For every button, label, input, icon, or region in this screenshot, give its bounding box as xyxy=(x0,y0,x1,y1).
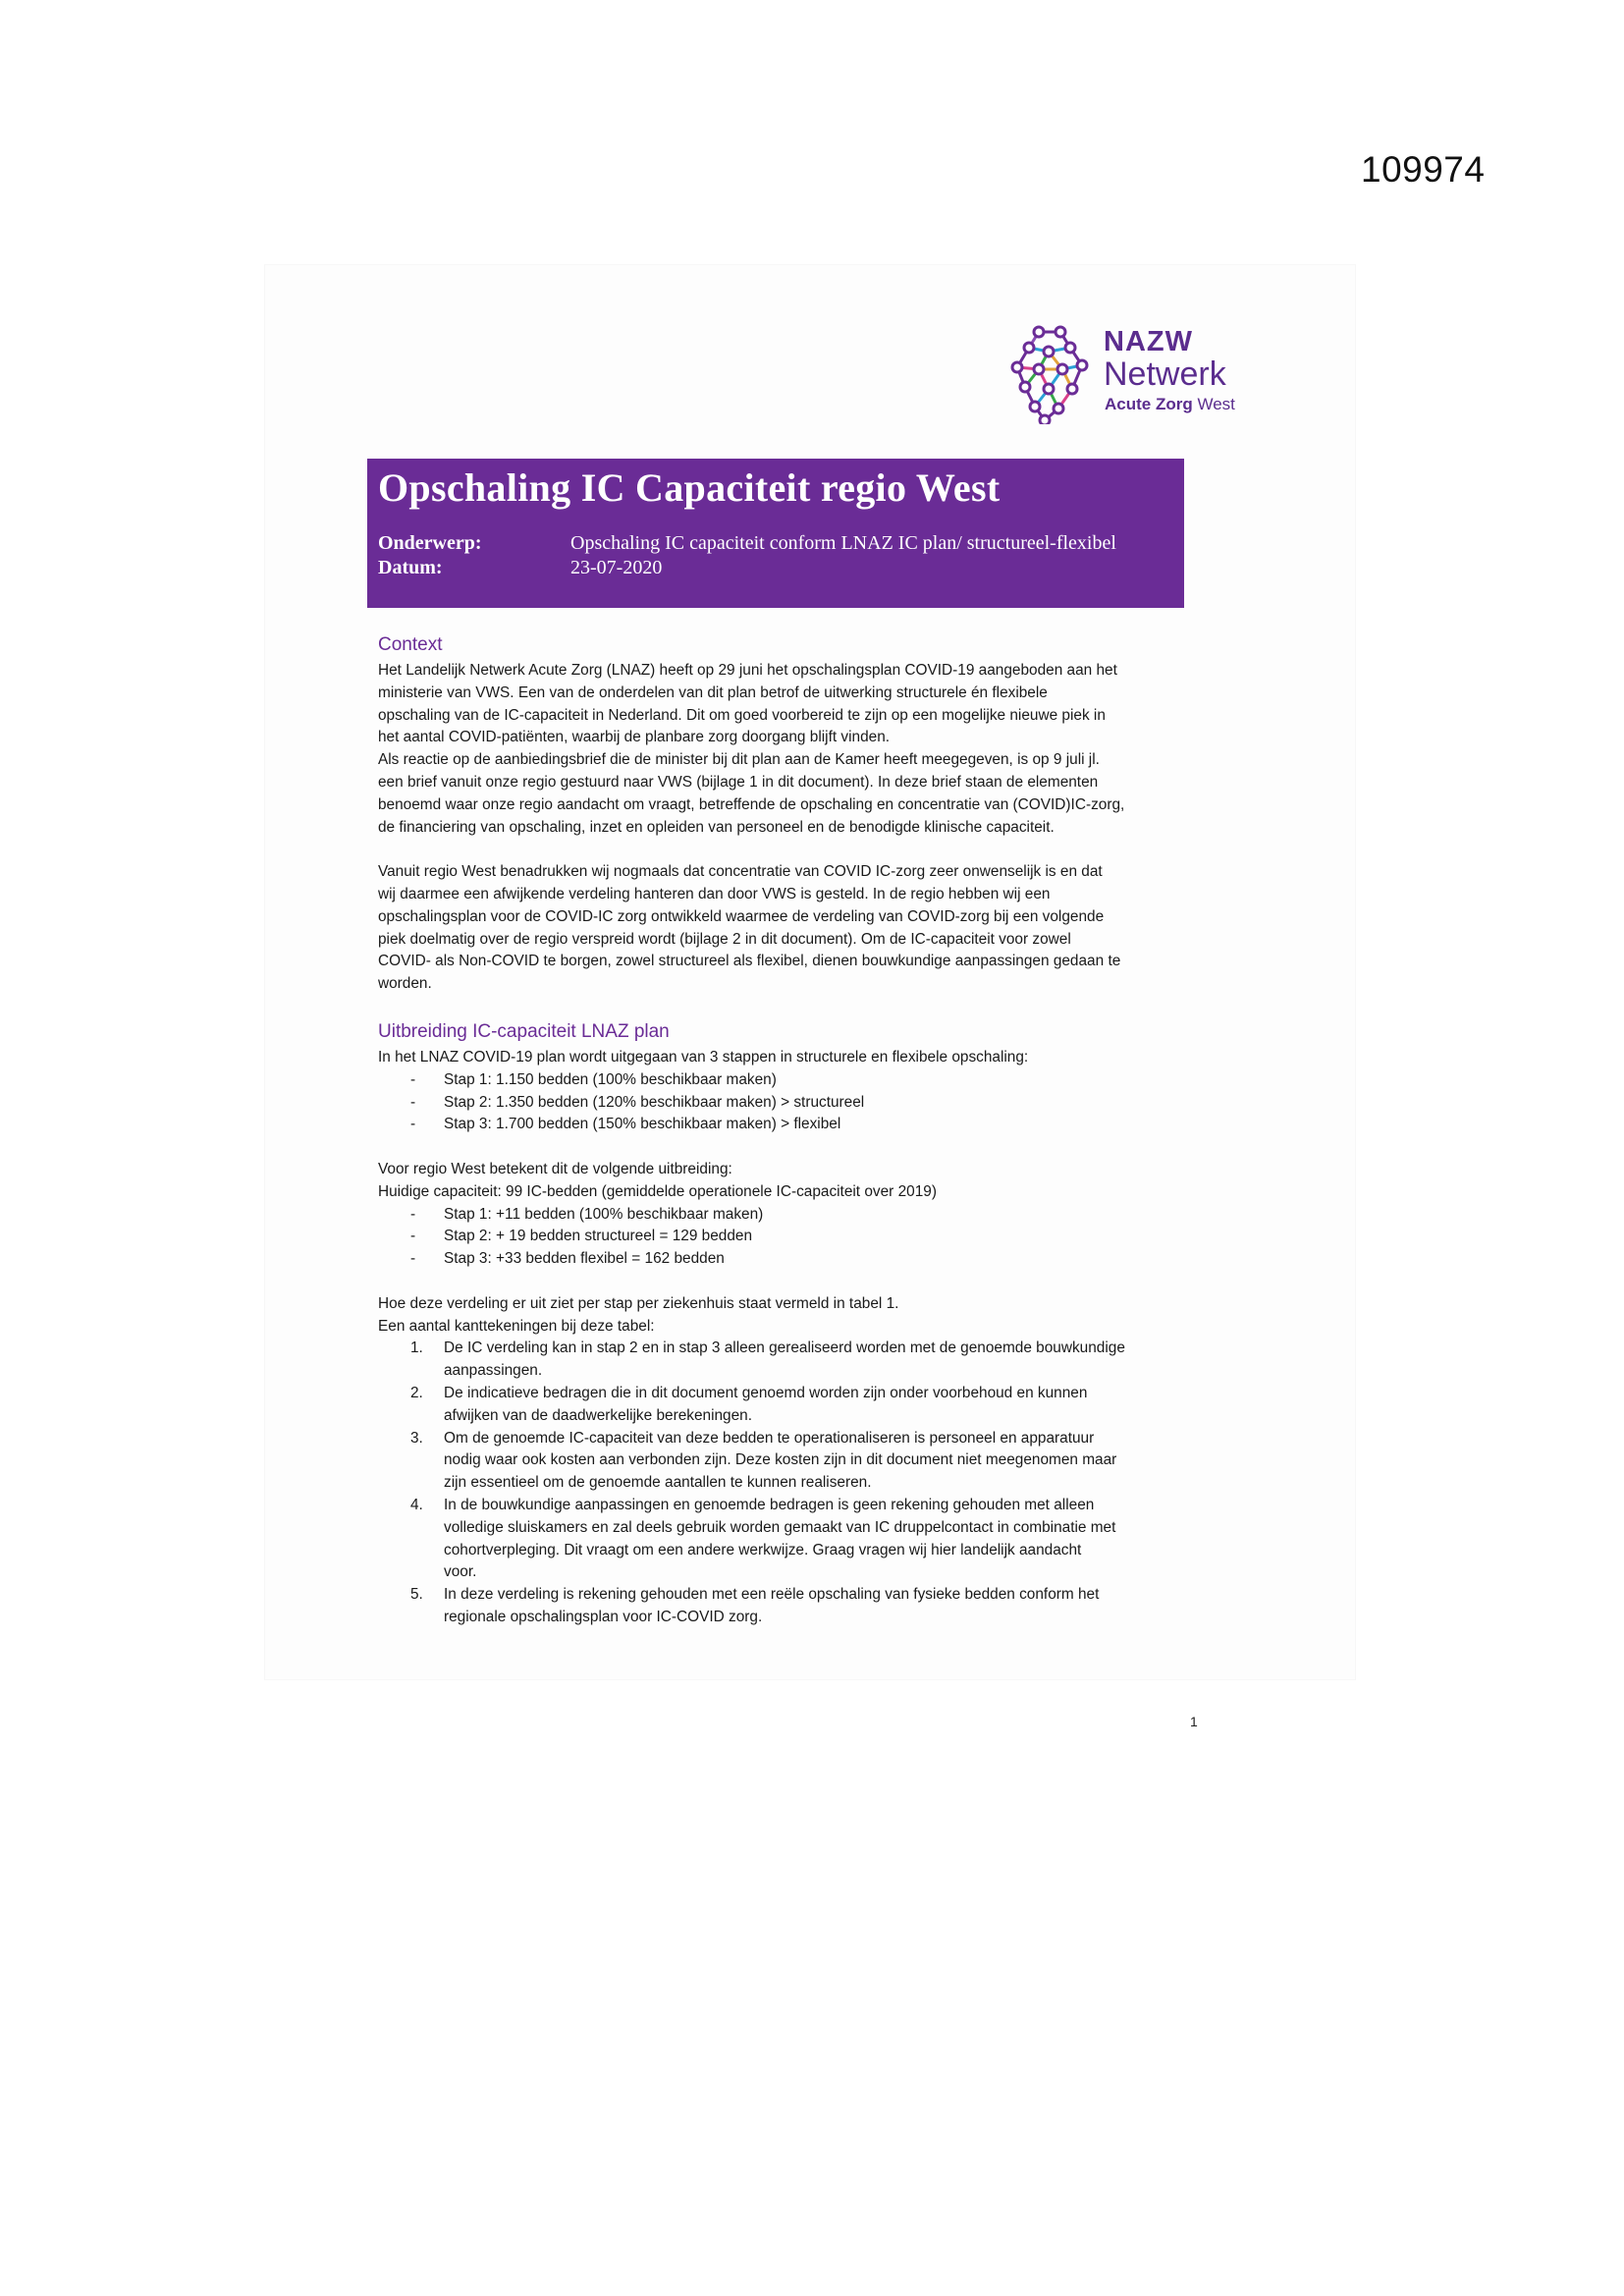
context-line: Als reactie op de aanbiedingsbrief die de minister bij dit plan aan de Kamer heeft meegegeven, is op 9 juli jl. xyxy=(378,751,1100,769)
context-line: wij daarmee een afwijkende verdeling hanteren dan door VWS is gesteld. In de regio hebben wij een xyxy=(378,885,1051,902)
note-item xyxy=(378,1584,1203,1629)
logo-subtitle xyxy=(1105,395,1235,414)
lnaz-steps-list xyxy=(378,1069,1203,1136)
list-item: - Stap 2: 1.350 bedden (120% beschikbaar maken) > structureel xyxy=(410,1093,865,1111)
page-number: 1 xyxy=(1190,1714,1198,1729)
note-number: 1. xyxy=(410,1339,423,1357)
note-line: nodig waar ook kosten aan verbonden zijn. Deze kosten zijn in dit document niet meegenomen maar xyxy=(444,1451,1117,1469)
list-item: - Stap 3: +33 bedden flexibel = 162 bedden xyxy=(410,1250,725,1268)
notes-intro: Een aantal kanttekeningen bij deze tabel: xyxy=(378,1317,655,1335)
date-row xyxy=(378,557,662,579)
current-capacity: Huidige capaciteit: 99 IC-bedden (gemiddelde operationele IC-capaciteit over 2019) xyxy=(378,1182,937,1200)
note-item xyxy=(378,1428,1203,1495)
context-line: een brief vanuit onze regio gestuurd naar VWS (bijlage 1 in dit document). In deze brief staan de elementen xyxy=(378,773,1099,791)
logo-sub-regular: West xyxy=(1197,395,1235,413)
title-banner xyxy=(367,459,1184,608)
context-line: piek doelmatig over de regio verspreid wordt (bijlage 2 in dit document). Om de IC-capaciteit voor zowel xyxy=(378,930,1071,948)
list-item-text: Stap 1: 1.150 bedden (100% beschikbaar maken) xyxy=(444,1070,777,1088)
date-label: Datum: xyxy=(378,557,443,578)
subject-value: Opschaling IC capaciteit conform LNAZ IC plan/ structureel-flexibel xyxy=(570,532,1116,554)
list-item-text: Stap 1: +11 bedden (100% beschikbaar maken) xyxy=(444,1205,764,1223)
context-line: opschaling van de IC-capaciteit in Nederland. Dit om goed voorbereid te zijn op een mogelijke nieuwe piek in xyxy=(378,706,1106,724)
list-item: - Stap 2: + 19 bedden structureel = 129 bedden xyxy=(410,1228,753,1245)
context-line: Vanuit regio West benadrukken wij nogmaals dat concentratie van COVID IC-zorg zeer onwenselijk is en dat xyxy=(378,863,1103,881)
logo-name: NAZW xyxy=(1104,326,1193,357)
context-heading: Context xyxy=(378,634,443,655)
note-line: In de bouwkundige aanpassingen en genoemde bedragen is geen rekening gehouden met alleen xyxy=(444,1496,1095,1513)
note-line: aanpassingen. xyxy=(444,1362,543,1380)
subject-label: Onderwerp: xyxy=(378,532,482,554)
nazw-logo xyxy=(1009,322,1265,430)
note-line: De IC verdeling kan in stap 2 en in stap 3 alleen gerealiseerd worden met de genoemde bouwkundige xyxy=(444,1339,1125,1357)
context-line: opschalingsplan voor de COVID-IC zorg ontwikkeld waarmee de verdeling van COVID-zorg bij een volgende xyxy=(378,907,1105,925)
network-graphic-icon xyxy=(1009,322,1100,424)
list-item: - Stap 1: 1.150 bedden (100% beschikbaar maken) xyxy=(410,1070,777,1088)
note-line: afwijken van de daadwerkelijke berekeningen. xyxy=(444,1406,752,1424)
context-line: ministerie van VWS. Een van de onderdelen van dit plan betrof de uitwerking structurele én flexibele xyxy=(378,683,1048,701)
uitbreiding-body xyxy=(378,1047,1203,1629)
note-number: 2. xyxy=(410,1384,423,1401)
west-intro: Voor regio West betekent dit de volgende uitbreiding: xyxy=(378,1160,732,1177)
list-item-text: Stap 3: +33 bedden flexibel = 162 bedden xyxy=(444,1250,725,1268)
context-line: het aantal COVID-patiënten, waarbij de planbare zorg doorgang blijft vinden. xyxy=(378,729,891,746)
uitbreiding-heading: Uitbreiding IC-capaciteit LNAZ plan xyxy=(378,1021,670,1042)
note-line: In deze verdeling is rekening gehouden met een reële opschaling van fysieke bedden conform het xyxy=(444,1586,1100,1604)
logo-sub-bold: Acute Zorg xyxy=(1105,395,1193,413)
notes-list xyxy=(378,1338,1203,1628)
context-line: worden. xyxy=(378,975,432,993)
context-line: de financiering van opschaling, inzet en opleiden van personeel en de benodigde klinische capaciteit. xyxy=(378,818,1055,836)
west-steps-list xyxy=(378,1204,1203,1271)
note-item xyxy=(378,1383,1203,1428)
note-number: 5. xyxy=(410,1586,423,1604)
note-line: cohortverpleging. Dit vraagt om een andere werkwijze. Graag vragen wij hier landelijk aandacht xyxy=(444,1541,1082,1558)
note-line: zijn essentieel om de genoemde aantallen te kunnen realiseren. xyxy=(444,1474,872,1492)
note-line: volledige sluiskamers en zal deels gebruik worden gemaakt van IC druppelcontact in combinatie met xyxy=(444,1518,1116,1536)
logo-netwerk: Netwerk xyxy=(1104,355,1226,393)
lnaz-intro: In het LNAZ COVID-19 plan wordt uitgegaan van 3 stappen in structurele en flexibele opschaling: xyxy=(378,1049,1029,1066)
table-reference: Hoe deze verdeling er uit ziet per stap per ziekenhuis staat vermeld in tabel 1. xyxy=(378,1294,899,1312)
note-number: 4. xyxy=(410,1496,423,1513)
note-line: Om de genoemde IC-capaciteit van deze bedden te operationaliseren is personeel en apparatuur xyxy=(444,1429,1095,1447)
date-value: 23-07-2020 xyxy=(570,557,663,578)
list-item-text: Stap 3: 1.700 bedden (150% beschikbaar maken) > flexibel xyxy=(444,1116,841,1133)
note-item xyxy=(378,1495,1203,1584)
note-line: regionale opschalingsplan voor IC-COVID zorg. xyxy=(444,1608,763,1625)
note-item xyxy=(378,1338,1203,1383)
subject-row xyxy=(378,532,1116,555)
page-title: Opschaling IC Capaciteit regio West xyxy=(378,465,1001,510)
note-number: 3. xyxy=(410,1429,423,1447)
list-item-text: Stap 2: 1.350 bedden (120% beschikbaar maken) > structureel xyxy=(444,1093,865,1111)
list-item: - Stap 3: 1.700 bedden (150% beschikbaar maken) > flexibel xyxy=(410,1116,841,1133)
note-line: voor. xyxy=(444,1563,477,1581)
context-line: Het Landelijk Netwerk Acute Zorg (LNAZ) heeft op 29 juni het opschalingsplan COVID-19 aangeboden aan het xyxy=(378,662,1117,679)
context-line: COVID- als Non-COVID te borgen, zowel structureel als flexibel, dienen bouwkundige aanpassingen gedaan te xyxy=(378,953,1121,970)
list-item: - Stap 1: +11 bedden (100% beschikbaar maken) xyxy=(410,1205,764,1223)
list-item-text: Stap 2: + 19 bedden structureel = 129 bedden xyxy=(444,1228,753,1245)
note-line: De indicatieve bedragen die in dit document genoemd worden zijn onder voorbehoud en kunnen xyxy=(444,1384,1088,1401)
context-body xyxy=(378,660,1203,996)
context-line: benoemd waar onze regio aandacht om vraagt, betreffende de opschaling en concentratie van (COVID)IC-zorg, xyxy=(378,795,1125,813)
document-number: 109974 xyxy=(1361,149,1486,190)
